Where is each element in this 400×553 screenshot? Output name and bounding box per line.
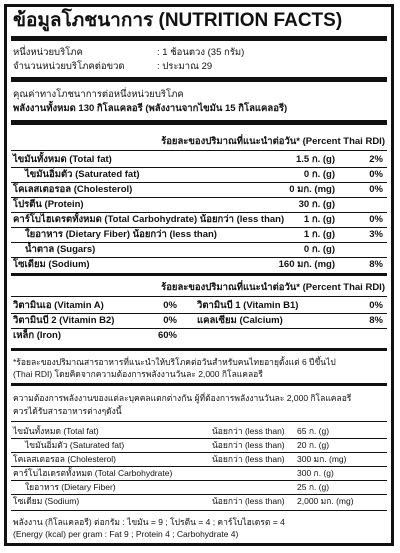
- nutrient-amount: 30 ก. (g): [298, 199, 335, 210]
- daily-intro-line-1: ความต้องการพลังงานของแต่ละบุคคลแตกต่างกัน ผู้ที่ต้องการพลังงานวันละ 2,000 กิโลแคลอรี: [13, 393, 352, 403]
- daily-value-amount: 25 ก. (g): [297, 482, 330, 492]
- daily-value-qualifier: น้อยกว่า (less than): [212, 426, 285, 436]
- row-divider: [11, 167, 387, 168]
- row-divider: [11, 212, 387, 213]
- daily-value-label: ไขมันอิ่มตัว (Saturated fat): [25, 440, 125, 450]
- row-divider: [11, 197, 387, 198]
- rdi-header: ร้อยละของปริมาณที่แนะนำต่อวัน* (Percent Thai RDI): [161, 136, 385, 147]
- footnote-line-2: (Thai RDI) โดยคิดจากความต้องการพลังงานวันละ 2,000 กิโลแคลอรี: [13, 369, 263, 379]
- daily-value-amount: 2,000 มก. (mg): [297, 496, 354, 506]
- divider: [11, 296, 387, 297]
- daily-intro-line-2: ควรได้รับสารอาหารต่างๆดังนี้: [13, 406, 122, 416]
- servings-per-container-label: จำนวนหน่วยบริโภคต่อขวด: [13, 61, 125, 72]
- nutrient-label: ใยอาหาร (Dietary Fiber) น้อยกว่า (less than): [25, 229, 217, 240]
- nutrient-label: ไขมันทั้งหมด (Total fat): [13, 154, 112, 165]
- divider: [11, 510, 387, 511]
- daily-value-amount: 65 ก. (g): [297, 426, 330, 436]
- daily-value-label: ใยอาหาร (Dietary Fiber): [25, 482, 116, 492]
- serving-size-value: : 1 ช้อนตวง (35 กรัม): [157, 47, 245, 58]
- row-divider: [11, 438, 387, 439]
- daily-value-label: ไขมันทั้งหมด (Total fat): [13, 426, 99, 436]
- energy-heading: คุณค่าทางโภชนาการต่อหนึ่งหน่วยบริโภค: [13, 89, 184, 100]
- nutrient-label: คาร์โบไฮเดรตทั้งหมด (Total Carbohydrate) น้อยกว่า (less than): [13, 214, 285, 225]
- daily-value-amount: 20 ก. (g): [297, 440, 330, 450]
- divider: [11, 383, 387, 386]
- vitamin-header: ร้อยละของปริมาณที่แนะนำต่อวัน* (Percent Thai RDI): [161, 282, 385, 293]
- energy-per-gram-line-1: พลังงาน (กิโลแคลอรี) ต่อกรัม : ไขมัน = 9 ; โปรตีน = 4 ; คาร์โบไฮเดรต = 4: [13, 517, 285, 527]
- row-divider: [11, 227, 387, 228]
- vitamin-percent: 60%: [157, 330, 177, 341]
- nutrient-amount: 1.5 ก. (g): [295, 154, 335, 165]
- nutrient-label: โคเลสเตอรอล (Cholesterol): [13, 184, 133, 195]
- nutrient-label: ไขมันอิ่มตัว (Saturated fat): [25, 169, 140, 180]
- daily-value-qualifier: น้อยกว่า (less than): [212, 496, 285, 506]
- daily-value-amount: 300 มก. (mg): [297, 454, 347, 464]
- nutrient-amount: 0 ก. (g): [303, 169, 335, 180]
- servings-per-container-value: : ประมาณ 29: [157, 61, 213, 72]
- nutrition-label: [4, 4, 394, 546]
- nutrient-amount: 0 มก. (mg): [289, 184, 335, 195]
- serving-size-label: หนึ่งหน่วยบริโภค: [13, 47, 83, 58]
- nutrient-percent: 0%: [369, 184, 383, 195]
- nutrient-amount: 1 ก. (g): [303, 229, 335, 240]
- energy-line: พลังงานทั้งหมด 130 กิโลแคลอรี (พลังงานจากไขมัน 15 กิโลแคลอรี): [13, 103, 288, 114]
- daily-value-qualifier: น้อยกว่า (less than): [212, 454, 285, 464]
- vitamin-percent: 0%: [163, 300, 177, 311]
- vitamin-label: วิตามินเอ (Vitamin A): [13, 300, 104, 311]
- row-divider: [11, 242, 387, 243]
- row-divider: [11, 328, 387, 329]
- divider: [11, 120, 387, 125]
- nutrient-amount: 1 ก. (g): [303, 214, 335, 225]
- nutrient-amount: 0 ก. (g): [303, 244, 335, 255]
- vitamin-label: เหล็ก (Iron): [13, 330, 61, 341]
- daily-value-label: คาร์โบไฮเดรตทั้งหมด (Total Carbohydrate): [13, 468, 173, 478]
- row-divider: [11, 452, 387, 453]
- daily-value-label: โคเลสเตอรอล (Cholesterol): [13, 454, 116, 464]
- nutrient-label: โปรตีน (Protein): [13, 199, 84, 210]
- divider: [11, 150, 387, 151]
- divider: [11, 421, 387, 422]
- vitamin-label: วิตามินบี 2 (Vitamin B2): [13, 315, 115, 326]
- row-divider: [11, 466, 387, 467]
- daily-value-label: โซเดียม (Sodium): [13, 496, 80, 506]
- row-divider: [11, 480, 387, 481]
- nutrient-amount: 160 มก. (mg): [278, 259, 335, 270]
- divider: [11, 348, 387, 351]
- row-divider: [11, 313, 387, 314]
- vitamin-percent: 8%: [369, 315, 383, 326]
- row-divider: [11, 182, 387, 183]
- nutrient-percent: 2%: [369, 154, 383, 165]
- nutrient-percent: 8%: [369, 259, 383, 270]
- divider: [11, 273, 387, 276]
- vitamin-label: แคลเซียม (Calcium): [197, 315, 283, 326]
- divider: [11, 77, 387, 82]
- nutrient-label: โซเดียม (Sodium): [13, 259, 90, 270]
- divider: [11, 36, 387, 41]
- nutrient-percent: 3%: [369, 229, 383, 240]
- daily-value-qualifier: น้อยกว่า (less than): [212, 440, 285, 450]
- label-title: ข้อมูลโภชนาการ (NUTRITION FACTS): [13, 10, 343, 31]
- nutrient-label: น้ำตาล (Sugars): [25, 244, 96, 255]
- row-divider: [11, 257, 387, 258]
- vitamin-percent: 0%: [163, 315, 177, 326]
- footnote-line-1: *ร้อยละของปริมาณสารอาหารที่แนะนำให้บริโภคต่อวันสำหรับคนไทยอายุตั้งแต่ 6 ปีขึ้นไป: [13, 357, 336, 367]
- vitamin-label: วิตามินบี 1 (Vitamin B1): [197, 300, 299, 311]
- daily-value-amount: 300 ก. (g): [297, 468, 334, 478]
- nutrient-percent: 0%: [369, 214, 383, 225]
- energy-per-gram-line-2: (Energy (kcal) per gram : Fat 9 ; Protein 4 ; Carbohydrate 4): [13, 529, 239, 539]
- vitamin-percent: 0%: [369, 300, 383, 311]
- nutrient-percent: 0%: [369, 169, 383, 180]
- row-divider: [11, 494, 387, 495]
